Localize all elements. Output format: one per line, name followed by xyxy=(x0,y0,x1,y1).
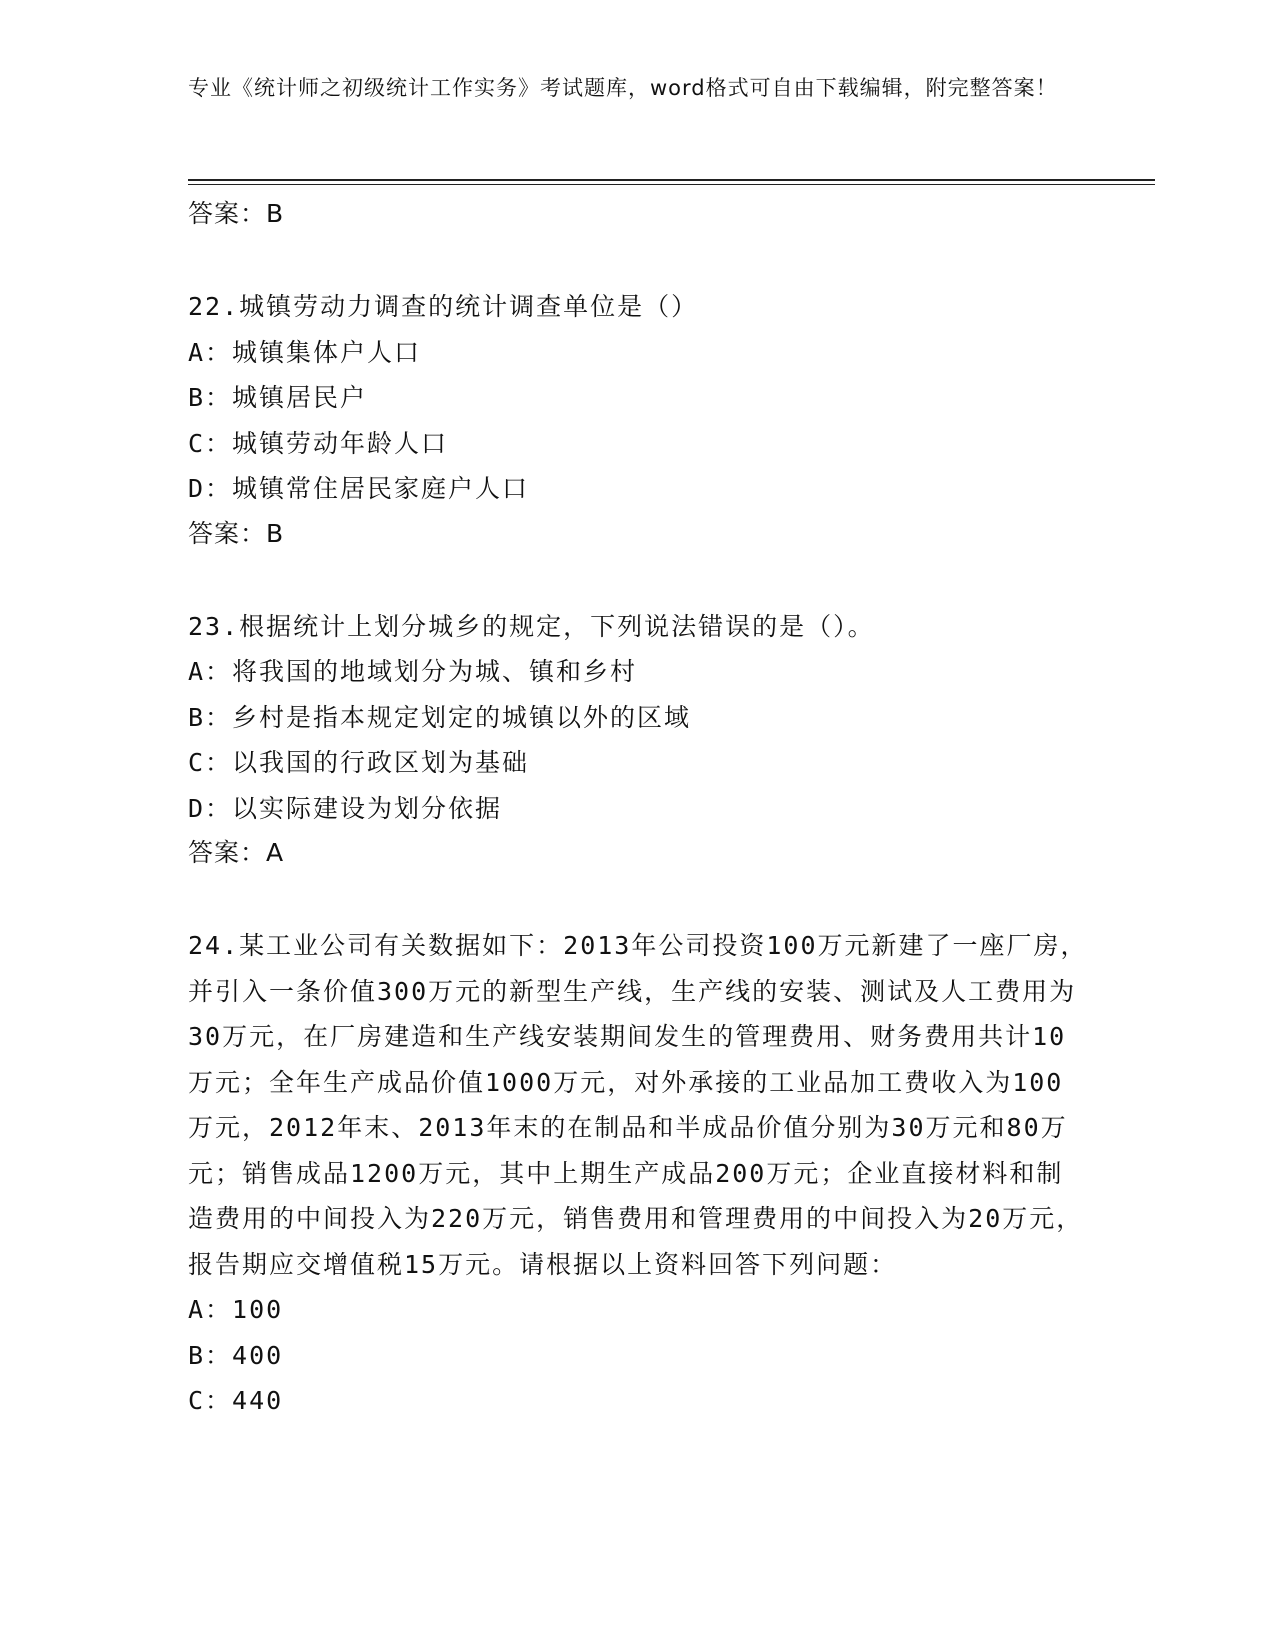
question-answer: 答案：B xyxy=(188,518,285,548)
option-d: D：以实际建设为划分依据 xyxy=(188,793,503,823)
question-stem: 22.城镇劳动力调查的统计调查单位是（） xyxy=(188,292,699,321)
option-c: C：440 xyxy=(188,1386,284,1415)
option-a: A：城镇集体户人口 xyxy=(188,337,422,367)
header-divider xyxy=(188,179,1155,181)
spacer xyxy=(188,556,1088,604)
question-22 xyxy=(188,284,1088,556)
question-23 xyxy=(188,604,1088,876)
spacer xyxy=(188,875,1088,923)
option-a: A：将我国的地域划分为城、镇和乡村 xyxy=(188,657,638,686)
option-d: D：城镇常住居民家庭户人口 xyxy=(188,474,530,503)
document-body xyxy=(188,192,1088,1424)
option-a: A：100 xyxy=(188,1295,284,1324)
previous-answer: 答案：B xyxy=(188,199,285,228)
question-stem: 24.某工业公司有关数据如下：2013年公司投资100万元新建了一座厂房，并引入一条价值300万元的新型生产线，生产线的安装、测试及人工费用为30万元，在厂房建造和生产线安装期间发生的管理费用、财务费用共计10万元；全年生产成品价值1000万元，对外承接的工业品加工费收入为100万元，2012年末、2013年末的在制品和半成品价值分别为30万元和80万元；销售成品1200万元，其中上期生产成品200万元；企业直接材料和制造费用的中间投入为220万元，销售费用和管理费用的中间投入为20万元，报告期应交增值税15万元。请根据以上资料回答下列问题： xyxy=(188,931,1088,1279)
question-stem: 23.根据统计上划分城乡的规定，下列说法错误的是（）。 xyxy=(188,611,875,641)
question-answer: 答案：A xyxy=(188,838,285,867)
header-divider-thin xyxy=(188,184,1155,185)
option-c: C：城镇劳动年龄人口 xyxy=(188,428,449,458)
page-header: 专业《统计师之初级统计工作实务》考试题库，word格式可自由下载编辑，附完整答案！ xyxy=(188,76,1058,100)
option-c: C：以我国的行政区划为基础 xyxy=(188,748,530,777)
option-b: B：城镇居民户 xyxy=(188,383,368,412)
question-24 xyxy=(188,923,1088,1424)
option-b: B：乡村是指本规定划定的城镇以外的区域 xyxy=(188,702,692,732)
option-b: B：400 xyxy=(188,1340,284,1370)
spacer xyxy=(188,236,1088,284)
